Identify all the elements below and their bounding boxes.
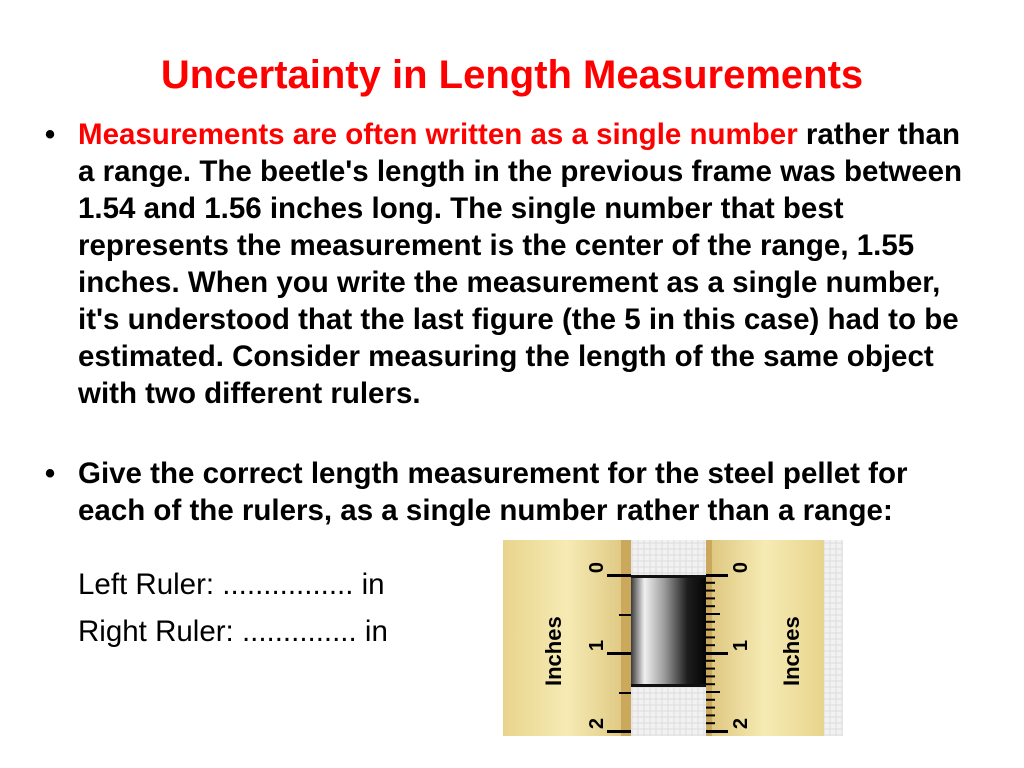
left-ruler-tick-label: 1 [586,640,608,652]
right-ruler-tick [706,621,715,623]
right-ruler-answer: Right Ruler: .............. in [78,615,388,648]
left-ruler-edge [621,540,631,736]
right-ruler-tick [706,652,728,655]
right-ruler-tick [706,683,715,685]
left-ruler-tick-label: 2 [586,718,608,730]
bullet-lead-highlight: Measurements are often written as a single number [78,118,798,151]
right-ruler-tick [706,668,715,670]
right-ruler-tick [706,582,715,584]
ruler-pellet-figure [503,540,843,736]
right-ruler-tick [706,714,715,716]
right-ruler-tick [706,644,715,646]
right-ruler-tick-label: 1 [730,640,752,652]
bullet-text: Give the correct length measurement for the steel pellet for each of the rulers, as a single number rather than a range: [78,457,908,527]
right-ruler-tick [706,613,720,615]
left-ruler-unit-label: Inches [541,616,566,686]
right-ruler-tick [706,675,715,677]
ruler-pellet-illustration [503,540,843,736]
slide-title: Uncertainty in Length Measurements [160,53,864,97]
right-ruler-tick [706,597,715,599]
right-ruler-tick [706,722,715,724]
right-ruler [706,540,824,736]
left-ruler-tick-label: 0 [586,562,608,574]
right-ruler-tick-label: 2 [730,718,752,730]
right-ruler-tick [706,629,715,631]
right-ruler-tick [706,605,715,607]
pellet-top-edge [631,575,706,578]
bullet-text [78,116,980,412]
right-ruler-tick [706,660,715,662]
right-ruler-tick-label: 0 [730,562,752,574]
left-ruler [503,540,631,736]
steel-pellet [631,575,706,687]
right-ruler-tick [706,730,728,733]
bullet-rest-text: rather than a range. The beetle's length in the previous frame was between 1.54 and 1.56 inches long. The single number that best represents the measurement is the center of the range, 1.55 inches. When you write the measurement as a single number, it's understood that the last figure (the 5 in this case) had to be estimated. Consider measuring the length of the same object with two different rulers. [78,118,963,410]
right-ruler-unit-label: Inches [779,616,804,686]
bullet-point-2 [40,455,980,529]
bullet-glyph: • [44,457,56,490]
left-ruler-answer: Left Ruler: ................ in [78,568,385,601]
right-ruler-tick [706,590,715,592]
cloth-edge [824,540,843,736]
right-ruler-tick [706,691,720,693]
right-ruler-tick [706,699,715,701]
pellet-bottom-edge [631,684,706,687]
bullet-point-1 [40,116,980,412]
right-ruler-tick [706,636,715,638]
right-ruler-tick [706,574,728,577]
right-ruler-tick [706,707,715,709]
bullet-glyph: • [44,118,56,151]
